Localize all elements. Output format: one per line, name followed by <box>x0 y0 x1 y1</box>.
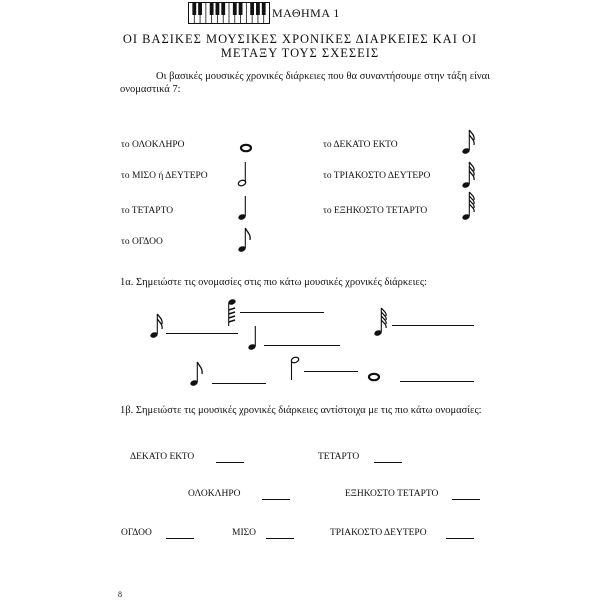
duration-label-thirty-second: το ΤΡΙΑΚΟΣΤΟ ΔΕΥΤΕΡΟ <box>323 171 431 181</box>
ex1b-answer-blank[interactable] <box>452 499 480 500</box>
ex1a-whole-note-icon <box>366 370 382 384</box>
ex1b-name-sixty-fourth: ΕΞΗΚΟΣΤΟ ΤΕΤΑΡΤΟ <box>345 489 439 499</box>
ex1a-sixty-fourth-note-down-icon <box>224 298 240 330</box>
exercise-1b-prompt: 1β. Σημειώστε τις μουσικές χρονικές διάρκειες αντίστοιχα με τις πιο κάτω ονομασίες: <box>120 405 482 416</box>
ex1b-answer-blank[interactable] <box>166 538 194 539</box>
whole-note-icon <box>238 138 254 154</box>
ex1a-answer-blank[interactable] <box>240 312 324 313</box>
half-note-icon <box>236 160 252 188</box>
ex1b-name-thirty-second: ΤΡΙΑΚΟΣΤΟ ΔΕΥΤΕΡΟ <box>330 528 427 538</box>
page-title-line-1: ΟΙ ΒΑΣΙΚΕΣ ΜΟΥΣΙΚΕΣ ΧΡΟΝΙΚΕΣ ΔΙΑΡΚΕΙΕΣ ΚΑΙ ΟΙ <box>122 32 478 46</box>
ex1b-answer-blank[interactable] <box>266 538 294 539</box>
intro-paragraph: Οι βασικές μουσικές χρονικές διάρκειες που θα συναντήσουμε στην τάξη είναι ονομαστικά 7: <box>120 71 490 95</box>
thirty-second-note-icon <box>460 160 478 190</box>
ex1a-answer-blank[interactable] <box>166 333 238 334</box>
ex1a-answer-blank[interactable] <box>392 325 474 326</box>
duration-label-sixty-fourth: το ΕΞΗΚΟΣΤΟ ΤΕΤΑΡΤΟ <box>323 206 428 216</box>
ex1b-name-half: ΜΙΣΟ <box>232 528 257 538</box>
ex1a-sixteenth-note-icon <box>148 312 166 340</box>
ex1a-eighth-note-icon <box>188 360 206 388</box>
eighth-note-icon <box>236 226 254 254</box>
duration-label-sixteenth: το ΔΕΚΑΤΟ ΕΚΤΟ <box>323 140 398 150</box>
duration-label-quarter: το ΤΕΤΑΡΤΟ <box>121 206 174 216</box>
ex1a-sixty-fourth-note-icon <box>372 306 390 338</box>
lesson-title: ΜΑΘΗΜΑ 1 <box>272 6 340 20</box>
page-number: 8 <box>118 590 122 599</box>
duration-label-whole: το ΟΛΟΚΛΗΡΟ <box>121 140 185 150</box>
ex1a-answer-blank[interactable] <box>212 383 266 384</box>
ex1a-quarter-note-icon <box>246 324 262 352</box>
quarter-note-icon <box>236 194 252 222</box>
duration-label-half: το ΜΙΣΟ ή ΔΕΥΤΕΡΟ <box>121 171 208 181</box>
ex1a-answer-blank[interactable] <box>304 371 358 372</box>
sixteenth-note-icon <box>460 128 478 156</box>
page-title-line-2: ΜΕΤΑΞΥ ΤΟΥΣ ΣΧΕΣΕΙΣ <box>220 46 380 60</box>
ex1b-name-sixteenth: ΔΕΚΑΤΟ ΕΚΤΟ <box>130 452 195 462</box>
duration-label-eighth: το ΟΓΔΟΟ <box>121 237 163 247</box>
ex1b-answer-blank[interactable] <box>262 499 290 500</box>
ex1b-answer-blank[interactable] <box>216 462 244 463</box>
ex1b-answer-blank[interactable] <box>374 462 402 463</box>
ex1a-answer-blank[interactable] <box>400 381 474 382</box>
ex1a-answer-blank[interactable] <box>264 345 340 346</box>
lesson-header <box>188 2 368 24</box>
ex1b-name-quarter: ΤΕΤΑΡΤΟ <box>318 452 360 462</box>
sixty-fourth-note-icon <box>460 190 478 222</box>
ex1b-name-eighth: ΟΓΔΟΟ <box>121 528 152 538</box>
ex1a-half-note-down-icon <box>286 356 302 384</box>
piano-keys-icon <box>188 2 270 24</box>
exercise-1a-prompt: 1α. Σημειώστε τις ονομασίες στις πιο κάτω μουσικές χρονικές διάρκειες: <box>120 277 427 288</box>
ex1b-answer-blank[interactable] <box>446 538 474 539</box>
ex1b-name-whole: ΟΛΟΚΛΗΡΟ <box>188 489 241 499</box>
